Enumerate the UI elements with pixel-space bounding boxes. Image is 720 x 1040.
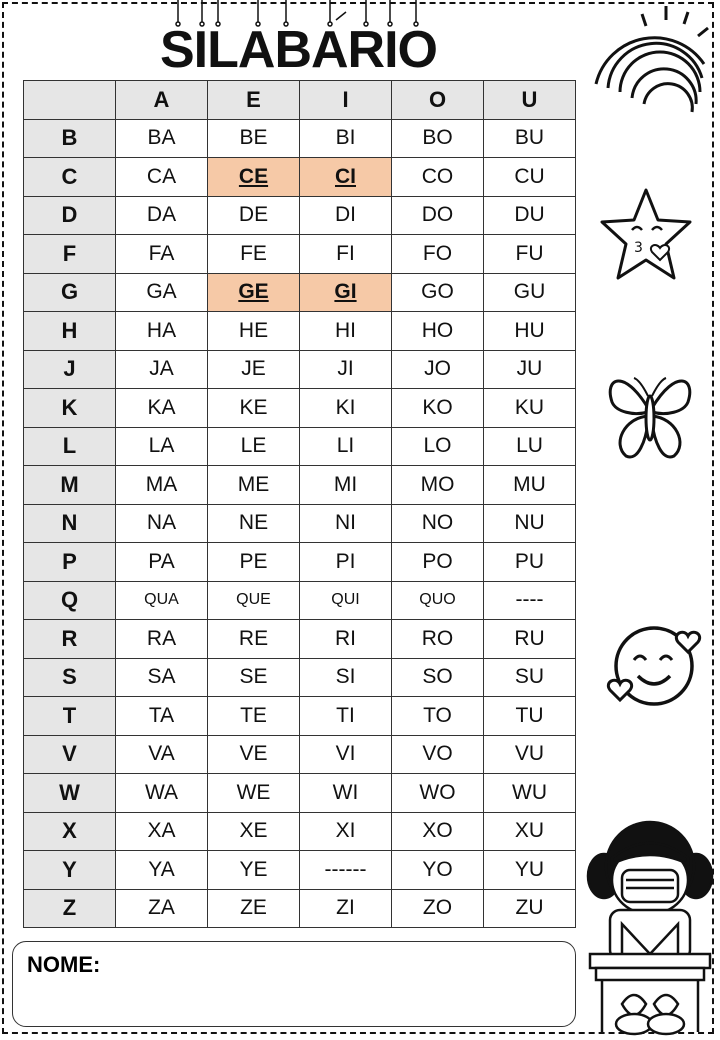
- syllable-cell: BA: [116, 119, 208, 158]
- syllable-cell: KO: [392, 389, 484, 428]
- syllable-cell: GE: [208, 273, 300, 312]
- syllable-cell: WE: [208, 774, 300, 813]
- row-header: W: [24, 774, 116, 813]
- row-header: G: [24, 273, 116, 312]
- syllable-cell: DI: [300, 196, 392, 235]
- syllable-cell: ZO: [392, 889, 484, 928]
- syllable-cell: YA: [116, 851, 208, 890]
- table-row: [24, 389, 576, 428]
- row-header: Q: [24, 581, 116, 620]
- syllable-cell: NI: [300, 504, 392, 543]
- table-row: [24, 312, 576, 351]
- syllable-cell: RU: [484, 620, 576, 659]
- syllable-cell: CE: [208, 158, 300, 197]
- row-header: K: [24, 389, 116, 428]
- syllable-cell: VO: [392, 735, 484, 774]
- syllable-cell: RI: [300, 620, 392, 659]
- syllable-cell: XA: [116, 812, 208, 851]
- syllable-cell: MA: [116, 466, 208, 505]
- syllable-cell: TO: [392, 697, 484, 736]
- table-row: [24, 235, 576, 274]
- syllable-cell: GO: [392, 273, 484, 312]
- syllable-cell: TA: [116, 697, 208, 736]
- row-header: J: [24, 350, 116, 389]
- syllable-table: [23, 80, 576, 928]
- syllable-cell: QUI: [300, 581, 392, 620]
- syllable-cell: TE: [208, 697, 300, 736]
- syllable-cell: LA: [116, 427, 208, 466]
- row-header: C: [24, 158, 116, 197]
- table-row: [24, 658, 576, 697]
- syllable-cell: SI: [300, 658, 392, 697]
- syllable-cell: ZU: [484, 889, 576, 928]
- row-header: Y: [24, 851, 116, 890]
- syllable-cell: ----: [484, 581, 576, 620]
- syllable-cell: RO: [392, 620, 484, 659]
- syllable-cell: PE: [208, 543, 300, 582]
- syllable-cell: XE: [208, 812, 300, 851]
- syllable-cell: ME: [208, 466, 300, 505]
- svg-text:3: 3: [634, 240, 643, 256]
- smiley-hearts-icon: [604, 622, 706, 706]
- syllable-cell: YU: [484, 851, 576, 890]
- table-row: [24, 581, 576, 620]
- table-row: [24, 504, 576, 543]
- row-header: D: [24, 196, 116, 235]
- syllable-cell: TU: [484, 697, 576, 736]
- syllable-cell: BE: [208, 119, 300, 158]
- table-row: [24, 735, 576, 774]
- syllable-cell: BO: [392, 119, 484, 158]
- row-header: F: [24, 235, 116, 274]
- syllable-cell: TI: [300, 697, 392, 736]
- rainbow-sun-icon: [584, 4, 714, 114]
- table-row: [24, 158, 576, 197]
- syllable-cell: VE: [208, 735, 300, 774]
- syllable-cell: HE: [208, 312, 300, 351]
- column-header: A: [116, 81, 208, 120]
- syllable-cell: JO: [392, 350, 484, 389]
- syllable-cell: YO: [392, 851, 484, 890]
- table-row: [24, 427, 576, 466]
- syllable-cell: LO: [392, 427, 484, 466]
- syllable-cell: VU: [484, 735, 576, 774]
- syllable-cell: SU: [484, 658, 576, 697]
- table-row: [24, 543, 576, 582]
- syllable-cell: CU: [484, 158, 576, 197]
- syllable-cell: RA: [116, 620, 208, 659]
- star-kiss-icon: [598, 186, 694, 284]
- table-header-row: [24, 81, 576, 120]
- syllable-cell: LI: [300, 427, 392, 466]
- syllable-cell: KU: [484, 389, 576, 428]
- table-row: [24, 851, 576, 890]
- syllable-cell: NE: [208, 504, 300, 543]
- column-header: U: [484, 81, 576, 120]
- table-row: [24, 273, 576, 312]
- syllable-cell: FA: [116, 235, 208, 274]
- syllable-cell: ZI: [300, 889, 392, 928]
- butterfly-icon: [604, 368, 696, 464]
- table-row: [24, 697, 576, 736]
- syllable-cell: NO: [392, 504, 484, 543]
- syllable-cell: HO: [392, 312, 484, 351]
- syllable-cell: XO: [392, 812, 484, 851]
- syllable-cell: LE: [208, 427, 300, 466]
- syllable-cell: CI: [300, 158, 392, 197]
- syllable-cell: PO: [392, 543, 484, 582]
- syllable-cell: JE: [208, 350, 300, 389]
- row-header: M: [24, 466, 116, 505]
- syllable-cell: LU: [484, 427, 576, 466]
- syllable-cell: SA: [116, 658, 208, 697]
- syllable-cell: GU: [484, 273, 576, 312]
- table-row: [24, 196, 576, 235]
- syllable-cell: WU: [484, 774, 576, 813]
- syllable-cell: CA: [116, 158, 208, 197]
- name-label: NOME:: [27, 952, 101, 977]
- syllable-cell: KE: [208, 389, 300, 428]
- column-header: O: [392, 81, 484, 120]
- syllable-cell: GI: [300, 273, 392, 312]
- syllable-cell: FE: [208, 235, 300, 274]
- syllable-cell: MO: [392, 466, 484, 505]
- syllable-cell: NU: [484, 504, 576, 543]
- syllable-cell: XI: [300, 812, 392, 851]
- column-header: I: [300, 81, 392, 120]
- syllable-cell: JI: [300, 350, 392, 389]
- table-row: [24, 466, 576, 505]
- row-header: V: [24, 735, 116, 774]
- table-row: [24, 119, 576, 158]
- syllable-cell: GA: [116, 273, 208, 312]
- syllable-cell: QUA: [116, 581, 208, 620]
- syllable-cell: FI: [300, 235, 392, 274]
- table-row: [24, 620, 576, 659]
- girl-reading-icon: [582, 814, 716, 1036]
- row-header: X: [24, 812, 116, 851]
- table-row: [24, 774, 576, 813]
- syllable-cell: JA: [116, 350, 208, 389]
- syllable-cell: BI: [300, 119, 392, 158]
- table-row: [24, 350, 576, 389]
- syllable-cell: YE: [208, 851, 300, 890]
- syllable-cell: HU: [484, 312, 576, 351]
- row-header: Z: [24, 889, 116, 928]
- syllable-cell: CO: [392, 158, 484, 197]
- syllable-cell: HA: [116, 312, 208, 351]
- syllable-cell: KA: [116, 389, 208, 428]
- syllable-cell: PA: [116, 543, 208, 582]
- row-header: B: [24, 119, 116, 158]
- column-header: E: [208, 81, 300, 120]
- syllable-cell: FU: [484, 235, 576, 274]
- syllable-cell: MI: [300, 466, 392, 505]
- syllable-cell: HI: [300, 312, 392, 351]
- row-header: S: [24, 658, 116, 697]
- row-header: P: [24, 543, 116, 582]
- syllable-cell: WO: [392, 774, 484, 813]
- syllable-cell: SO: [392, 658, 484, 697]
- syllable-cell: QUO: [392, 581, 484, 620]
- syllable-cell: ZE: [208, 889, 300, 928]
- syllable-cell: WA: [116, 774, 208, 813]
- syllable-cell: SE: [208, 658, 300, 697]
- syllable-cell: BU: [484, 119, 576, 158]
- row-header: L: [24, 427, 116, 466]
- syllable-cell: QUE: [208, 581, 300, 620]
- row-header: R: [24, 620, 116, 659]
- syllable-cell: VI: [300, 735, 392, 774]
- syllable-cell: VA: [116, 735, 208, 774]
- syllable-cell: ------: [300, 851, 392, 890]
- syllable-cell: KI: [300, 389, 392, 428]
- row-header: T: [24, 697, 116, 736]
- table-row: [24, 812, 576, 851]
- syllable-cell: DA: [116, 196, 208, 235]
- table-row: [24, 889, 576, 928]
- syllable-cell: XU: [484, 812, 576, 851]
- column-header: [24, 81, 116, 120]
- syllable-cell: ZA: [116, 889, 208, 928]
- syllable-cell: RE: [208, 620, 300, 659]
- syllable-cell: DU: [484, 196, 576, 235]
- syllable-cell: WI: [300, 774, 392, 813]
- syllable-cell: MU: [484, 466, 576, 505]
- syllable-cell: FO: [392, 235, 484, 274]
- syllable-cell: PU: [484, 543, 576, 582]
- name-field-box[interactable]: [12, 941, 576, 1027]
- syllable-cell: NA: [116, 504, 208, 543]
- syllable-cell: JU: [484, 350, 576, 389]
- row-header: N: [24, 504, 116, 543]
- syllable-cell: PI: [300, 543, 392, 582]
- title-banner: [150, 0, 450, 80]
- row-header: H: [24, 312, 116, 351]
- syllable-cell: DE: [208, 196, 300, 235]
- syllable-cell: DO: [392, 196, 484, 235]
- page-title: SILABARIO: [160, 21, 437, 79]
